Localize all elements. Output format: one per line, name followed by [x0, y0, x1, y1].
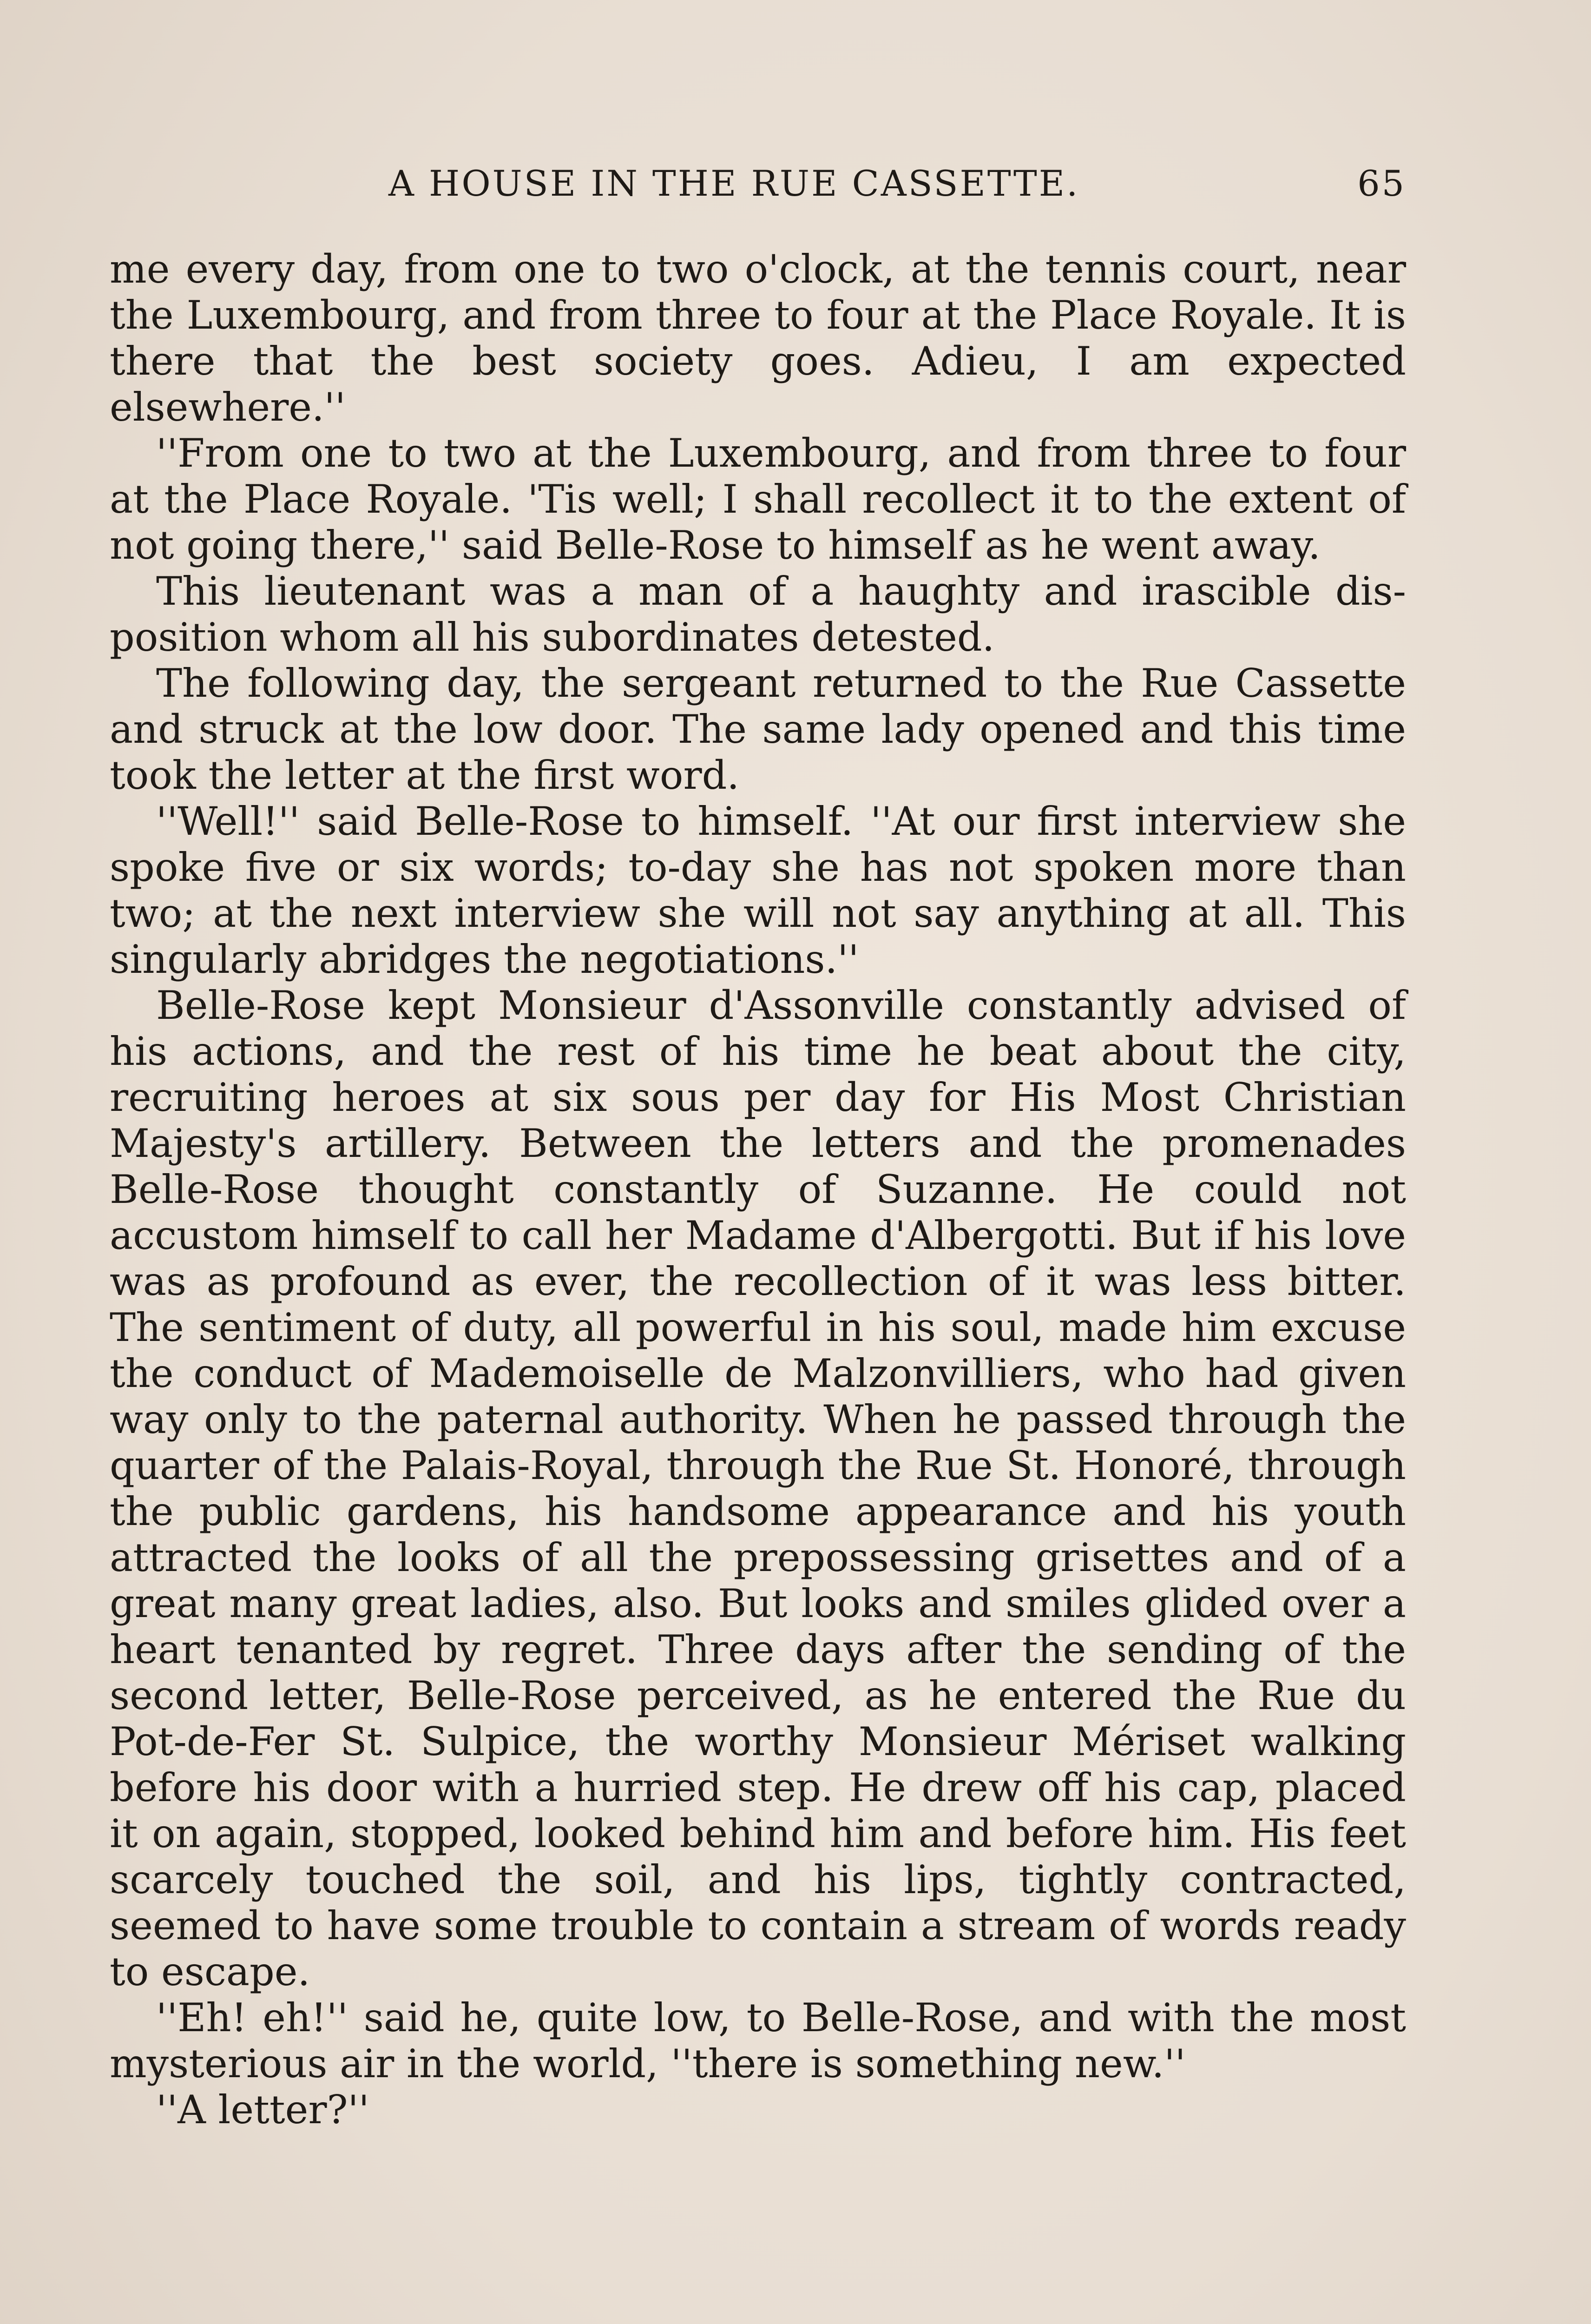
paragraph: ''Well!'' said Belle-Rose to himself. ''At our first interview she spoke five or six words; to-day she has not spoken more than two; at the next interview she will not say anything at all. This singularly abridges the negotiations.'': [110, 799, 1406, 982]
page-number: 65: [1357, 163, 1406, 204]
running-head: [110, 163, 1406, 218]
paragraph: me every day, from one to two o'clock, at the tennis court, near the Luxembourg, and from three to four at the Place Royale. It is there that the best society goes. Adieu, I am expected elsewhere.'': [110, 246, 1406, 430]
paragraph: ''A letter?'': [156, 2087, 369, 2133]
body-text: [110, 246, 1406, 2133]
paragraph: This lieutenant was a man of a haughty and irascible disposition whom all his subordinates detested.: [110, 568, 1406, 660]
paragraph: ''From one to two at the Luxembourg, and from three to four at the Place Royale. 'Tis well; I shall recollect it to the extent of not going there,'' said Belle-Rose to himself as he went away.: [110, 430, 1406, 568]
running-title: A HOUSE IN THE RUE CASSETTE.: [388, 163, 1080, 204]
paragraph: The following day, the sergeant returned to the Rue Cassette and struck at the low door. The same lady opened and this time took the letter at the first word.: [110, 660, 1406, 798]
paragraph: ''Eh! eh!'' said he, quite low, to Belle-Rose, and with the most mysterious air in the world, ''there is something new.'': [110, 1995, 1406, 2086]
paragraph: Belle-Rose kept Monsieur d'Assonville constantly advised of his actions, and the rest of his time he beat about the city, recruiting heroes at six sous per day for His Most Christian Majesty's artillery. Between the letters and the promenades Belle-Rose thought constantly of Suzanne. He could not accustom himself to call her Madame d'Albergotti. But if his love was as profound as ever, the recollection of it was less bitter. The sentiment of duty, all powerful in his soul, made him excuse the conduct of Mademoiselle de Malzonvilliers, who had given way only to the paternal authority. When he passed through the quarter of the Palais-Royal, through the Rue St. Honoré, through the public gardens, his handsome appearance and his youth attracted the looks of all the prepossessing grisettes and of a great many great ladies, also. But looks and smiles glided over a heart tenanted by regret. Three days after the sending of the second letter, Belle-Rose perceived, as he entered the Rue du Pot-de-Fer St. Sulpice, the worthy Monsieur Mériset walking before his door with a hurried step. He drew off his cap, placed it on again, stopped, looked behind him and before him. His feet scarcely touched the soil, and his lips, tightly contracted, seemed to have some trouble to contain a stream of words ready to escape.: [110, 983, 1406, 1994]
